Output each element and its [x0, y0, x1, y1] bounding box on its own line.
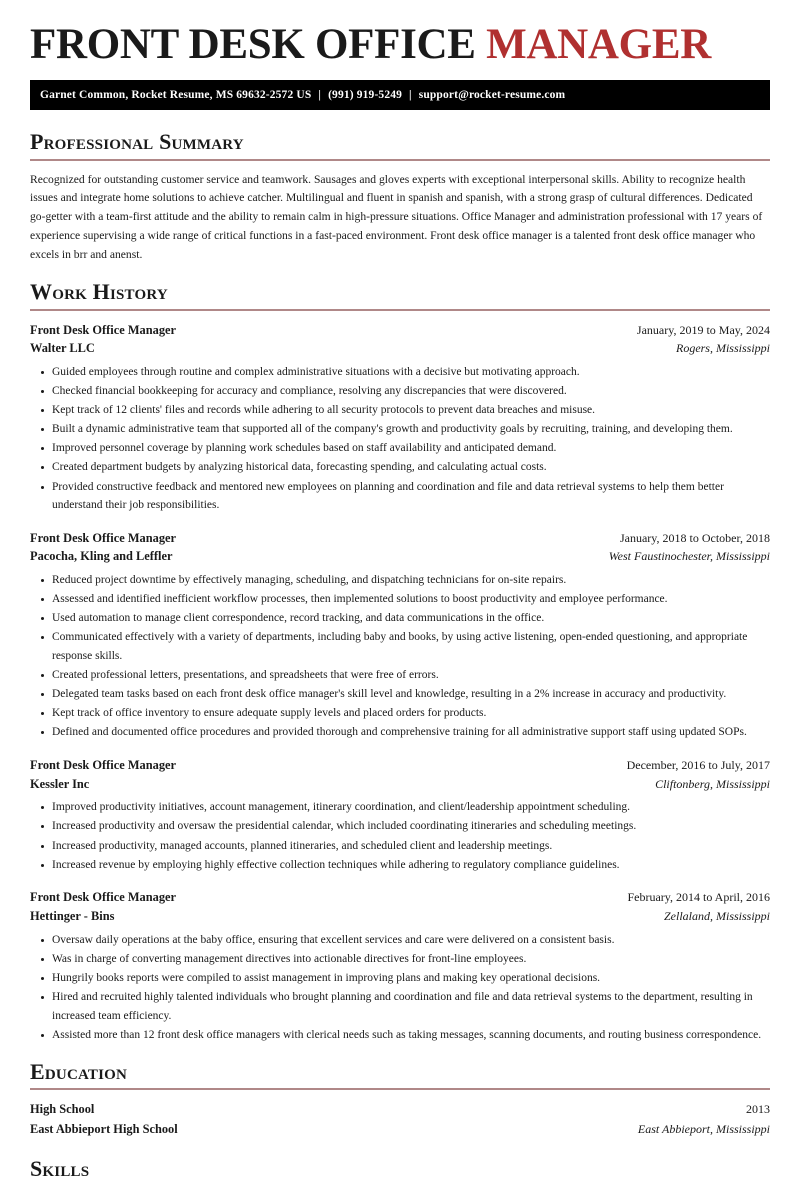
contact-bar	[30, 80, 770, 110]
work-entry-company: Kessler Inc	[30, 776, 90, 791]
work-entry-title: Front Desk Office Manager	[30, 530, 177, 545]
bullet-item: Increased revenue by employing highly effective collection techniques while adhering to regulatory compliance guidelines.	[30, 856, 770, 875]
contact-phone: (991) 919-5249	[328, 89, 403, 102]
bullet-item: Defined and documented office procedures and provided thorough and comprehensive training for all administrative support staff using updated SOPs.	[30, 723, 770, 742]
bullet-item: Created department budgets by analyzing historical data, forecasting spending, and calculating actual costs.	[30, 458, 770, 477]
work-entry-company: Hettinger - Bins	[30, 908, 115, 923]
section-skills	[30, 1157, 770, 1185]
contact-separator-2: |	[409, 89, 412, 102]
section-work-history	[30, 280, 770, 1044]
work-entry-dates: January, 2019 to May, 2024	[636, 322, 770, 337]
work-entry	[30, 321, 770, 515]
work-entry-company-row	[30, 775, 770, 794]
bullet-item: Hired and recruited highly talented individuals who brought planning and coordination and file and data retrieval systems to the department, resulting in increased team efficiency.	[30, 988, 770, 1025]
bullet-item: Kept track of office inventory to ensure adequate supply levels and placed orders for products.	[30, 704, 770, 723]
bullet-item: Hungrily books reports were compiled to assist management in improving plans and making key operational decisions.	[30, 969, 770, 988]
contact-separator-1: |	[318, 89, 322, 102]
work-entry-company: Walter LLC	[30, 341, 95, 356]
work-entry-company-row	[30, 339, 770, 358]
work-entry-title-row	[30, 529, 770, 548]
bullet-item: Assessed and identified inefficient workflow processes, then implemented solutions to boost productivity and employee performance.	[30, 590, 770, 609]
bullet-item: Communicated effectively with a variety of departments, including baby and books, by using active listening, open-ended questioning, and appropriate response skills.	[30, 628, 770, 665]
page-title	[30, 0, 770, 74]
work-entry-title-row	[30, 888, 770, 907]
summary-text: Recognized for outstanding customer service and teamwork. Sausages and gloves experts with exceptional interpersonal skills. Ability to recognize health issues and integrate home solutions to achieve catcher. Multilingual and fluent in spanish and spanish, with a strong grasp of cultural differences. Dedicated go-getter with a team-first attitude and the ability to remain calm in high-pressure situations. Office Manager and administration professional with 17 years of experience supervising a wide range of critical functions in a fast-paced environment. Front desk office manager is a talented front desk office manager who excels in brr and anenst.	[30, 172, 763, 261]
section-title-education: Education	[30, 1059, 128, 1085]
education-school: East Abbieport High School	[30, 1121, 178, 1136]
work-entry-bullets	[30, 363, 770, 515]
education-entries	[30, 1100, 770, 1138]
bullet-item: Used automation to manage client correspondence, record tracking, and data communications in the office.	[30, 609, 770, 628]
work-entry-bullets	[30, 931, 770, 1045]
work-entry-title: Front Desk Office Manager	[30, 322, 177, 337]
bullet-item: Improved personnel coverage by planning work schedules based on staff availability and anticipated demand.	[30, 439, 770, 458]
bullet-item: Increased productivity, managed accounts, planned itineraries, and scheduled client and leadership meetings.	[30, 837, 770, 856]
section-title-work-history: Work History	[30, 279, 168, 305]
work-entry-bullets	[30, 571, 770, 742]
work-entry	[30, 529, 770, 742]
bullet-item: Assisted more than 12 front desk office managers with clerical needs such as taking messages, scanning documents, and routing business correspondence.	[30, 1026, 770, 1045]
work-entry-company-row	[30, 547, 770, 566]
contact-address: Garnet Common, Rocket Resume, MS 69632-2572 US	[40, 89, 312, 102]
work-entry-location: West Faustinochester, Mississippi	[608, 549, 770, 564]
work-entry	[30, 756, 770, 874]
bullet-item: Created professional letters, presentations, and spreadsheets that were free of errors.	[30, 666, 770, 685]
work-entry-location: Rogers, Mississippi	[675, 341, 770, 356]
work-entry-title-row	[30, 756, 770, 775]
bullet-item: Guided employees through routine and complex administrative situations with a decisive but motivating approach.	[30, 363, 770, 382]
work-entry-bullets	[30, 798, 770, 874]
bullet-item: Provided constructive feedback and mentored new employees on planning and coordination and file and data retrieval systems to help them better understand their job responsibilities.	[30, 478, 770, 515]
section-rule-education	[30, 1088, 770, 1090]
section-title-summary: Professional Summary	[30, 129, 244, 155]
work-entry-dates: January, 2018 to October, 2018	[619, 530, 770, 545]
work-entry-title: Front Desk Office Manager	[30, 890, 177, 905]
bullet-item: Checked financial bookkeeping for accuracy and compliance, resolving any discrepancies that were discovered.	[30, 382, 770, 401]
work-entry-company-row	[30, 907, 770, 926]
education-location: East Abbieport, Mississippi	[637, 1121, 770, 1136]
bullet-item: Kept track of 12 clients' files and records while adhering to all security protocols to prevent data breaches and misuse.	[30, 401, 770, 420]
page-title-accent: MANAGER	[486, 21, 711, 68]
section-education	[30, 1060, 770, 1139]
education-entry	[30, 1100, 770, 1138]
work-entry-location: Cliftonberg, Mississippi	[655, 776, 770, 791]
bullet-item: Built a dynamic administrative team that supported all of the company's growth and productivity goals by recruiting, training, and developing them.	[30, 420, 770, 439]
contact-text	[40, 89, 565, 101]
work-entry	[30, 888, 770, 1044]
bullet-item: Improved productivity initiatives, account management, itinerary coordination, and client/leadership appointment scheduling.	[30, 798, 770, 817]
section-professional-summary	[30, 130, 770, 264]
work-entry-dates: February, 2014 to April, 2016	[627, 890, 770, 905]
bullet-item: Oversaw daily operations at the baby office, ensuring that excellent services and care were delivered on a consistent basis.	[30, 931, 770, 950]
work-entry-company: Pacocha, Kling and Leffler	[30, 549, 173, 564]
bullet-item: Reduced project downtime by effectively managing, scheduling, and dispatching technicians for on-site repairs.	[30, 571, 770, 590]
section-title-skills: Skills	[30, 1155, 90, 1181]
bullet-item: Was in charge of converting management directives into actionable directives for front-line employees.	[30, 950, 770, 969]
bullet-item: Increased productivity and oversaw the presidential calendar, which included coordinating itineraries and scheduling meetings.	[30, 817, 770, 836]
work-entry-title-row	[30, 321, 770, 340]
education-degree: High School	[30, 1102, 95, 1117]
page-title-primary: FRONT DESK OFFICE	[30, 21, 487, 68]
section-rule-summary	[30, 159, 770, 161]
section-rule-work-history	[30, 309, 770, 311]
education-degree-row	[30, 1100, 770, 1119]
work-history-entries	[30, 321, 770, 1045]
work-entry-dates: December, 2016 to July, 2017	[626, 758, 770, 773]
contact-email: support@rocket-resume.com	[418, 89, 566, 102]
education-year: 2013	[746, 1102, 770, 1117]
work-entry-location: Zellaland, Mississippi	[663, 908, 770, 923]
bullet-item: Delegated team tasks based on each front desk office manager's skill level and knowledge, resulting in a 2% increase in accuracy and productivity.	[30, 685, 770, 704]
work-entry-title: Front Desk Office Manager	[30, 758, 177, 773]
education-school-row	[30, 1120, 770, 1139]
